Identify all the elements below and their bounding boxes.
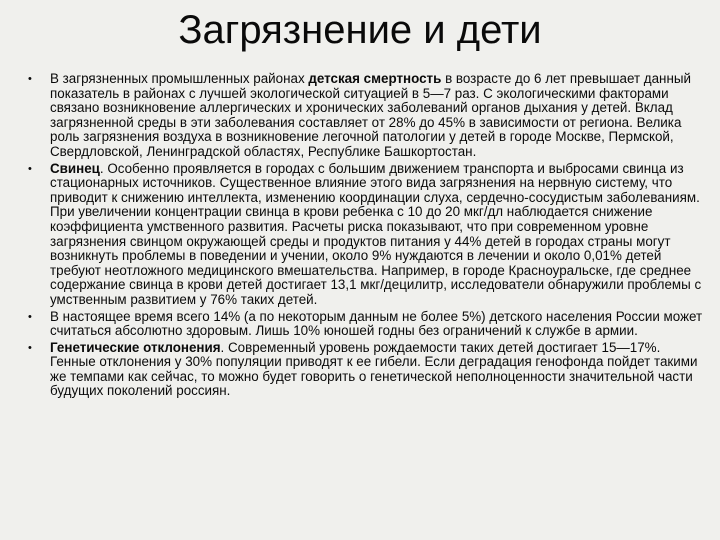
bullet-item-lead <box>26 162 706 308</box>
item-text-bold: детская смертность <box>308 71 442 86</box>
bullet-item-genetic-deviations <box>26 341 706 399</box>
bullet-marker: • <box>28 73 32 85</box>
bullet-marker: • <box>28 162 32 175</box>
item-text-post: . Особенно проявляется в городах с большим движением транспорта и выбросами свинца из стационарных источников. Существенное влияние этого вида загрязнения на нервную систему, что приводит к снижению интеллекта, изменению координации слуха, сердечно-сосудистым заболеваниям. При увеличении концентрации свинца в крови ребенка с 10 до 20 мкг/дл наблюдается снижение коэффициента умственного развития. Расчеты риска показывают, что при современном уровне загрязнения свинцом окружающей среды и продуктов питания у 44% детей в городах страны могут возникнуть проблемы в поведении и учении, около 9% нуждаются в лечении и около 0,01% детей требуют неотложного медицинского вмешательства. Например, в городе Красноуральске, где среднее содержание свинца в крови детей достигает 13,1 мкг/децилитр, исследователи обнаружили проблемы с умственным развитием у 76% таких детей. <box>50 160 702 307</box>
bullet-list <box>26 72 706 401</box>
bullet-item-child-health <box>26 310 706 339</box>
item-text-bold: Генетические отклонения <box>50 339 221 355</box>
bullet-item-infant-mortality <box>26 72 706 160</box>
item-text-post: в возрасте до 6 лет превышает данный показатель в районах с лучшей экологической ситуацией в 5—7 раз. С экологическими факторами связано возникновение аллергических и хронических заболеваний органов дыхания у детей. Вклад загрязненной среды в эти заболевания составляет от 28% до 45% в зависимости от региона. Велика роль загрязнения воздуха в возникновение легочной патологии у детей в городе Москве, Пермской, Свердловской, Ленинградской областях, Республике Башкортостан. <box>50 71 691 159</box>
bullet-marker: • <box>28 310 32 323</box>
item-text-bold: Свинец <box>50 160 100 176</box>
item-text-post: . Современный уровень рождаемости таких детей достигает 15—17%. Генные отклонения у 30% популяции приводят к ее гибели. Если деградация генофонда пойдет такими же темпами как сейчас, то можно будет говорить о генетической неполноценности значительной части будущих поколений россиян. <box>50 339 698 399</box>
item-text-pre: В загрязненных промышленных районах <box>50 71 309 86</box>
slide-title: Загрязнение и дети <box>178 8 542 52</box>
item-text-pre: В настоящее время всего 14% (а по некоторым данным не более 5%) детского населения России может считаться абсолютно здоровым. Лишь 10% юношей годны без ограничений к службе в армии. <box>50 308 703 339</box>
bullet-marker: • <box>28 341 32 354</box>
